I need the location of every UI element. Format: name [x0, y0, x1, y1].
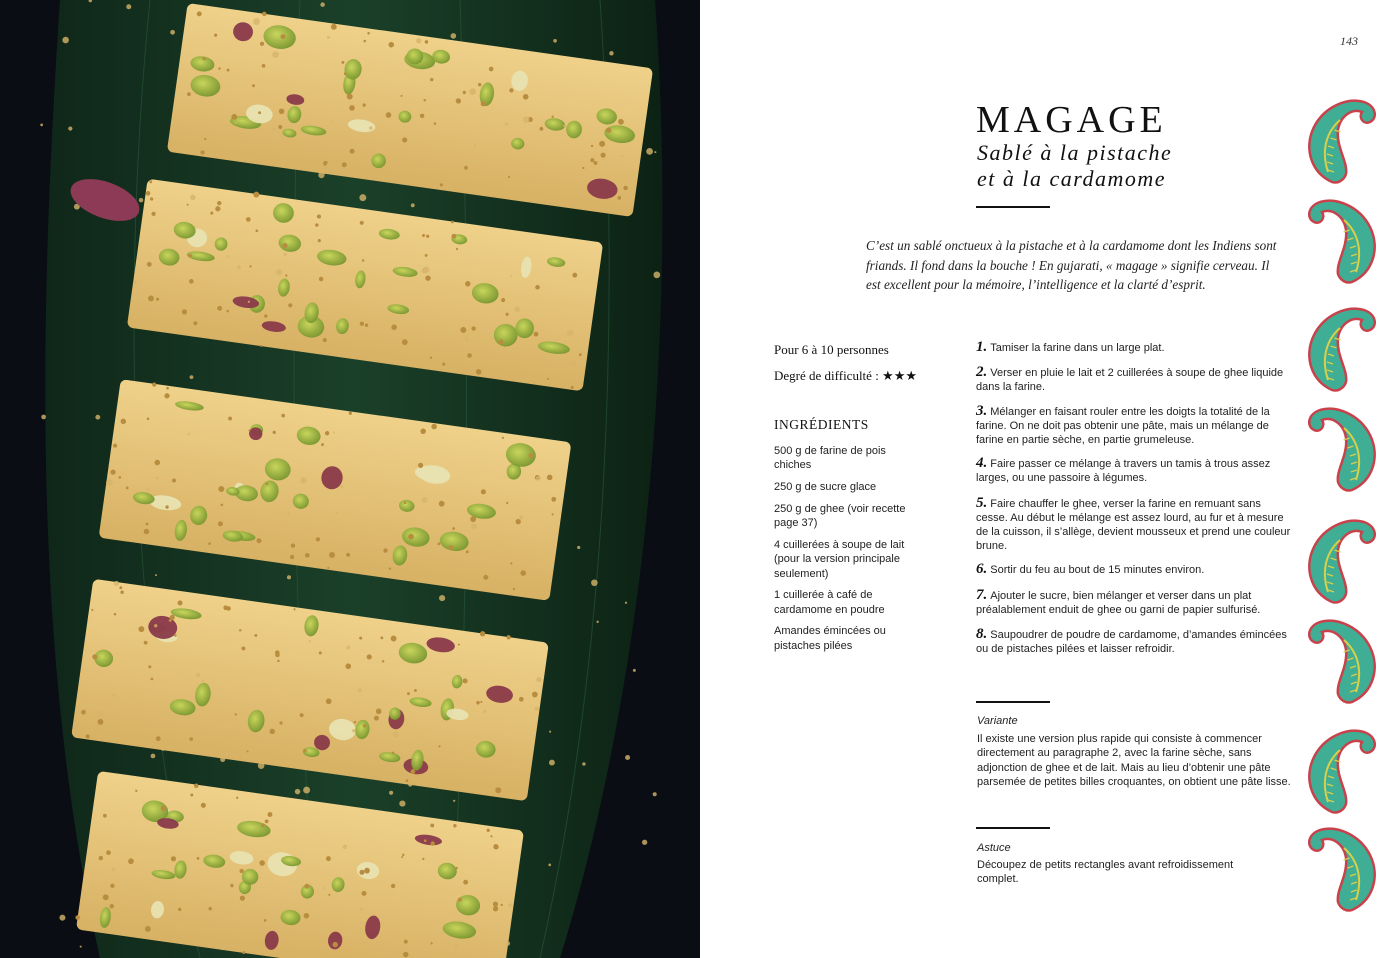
step-text: Faire chauffer le ghee, verser la farine en remuant sans cesse. Au début le mélange est assez lourd, au fur et à mesure de la cuisson, il s’allège, devient mousseux et prend une couleur brune.	[976, 497, 1291, 553]
crumb	[359, 194, 366, 201]
crumb	[389, 791, 393, 795]
crumb	[439, 595, 445, 601]
paisley-icon	[1302, 612, 1382, 707]
crumb	[549, 731, 551, 733]
crumb	[190, 375, 194, 379]
crumb	[625, 755, 630, 760]
step-item	[976, 365, 1294, 394]
step-text: Faire passer ce mélange à travers un tamis à trous assez larges, ou une passoire à légumes.	[976, 458, 1271, 485]
crumb	[467, 187, 472, 192]
crumb	[106, 479, 113, 486]
crumb	[536, 677, 541, 682]
crumb	[393, 732, 399, 738]
paisley-icon	[1302, 300, 1382, 395]
crumb	[170, 30, 175, 35]
step-item	[976, 496, 1294, 554]
page-number: 143	[1340, 34, 1358, 48]
crumb	[156, 476, 159, 479]
step-number: 7.	[976, 586, 988, 603]
ingredient-item: 250 g de ghee (voir recette page 37)	[774, 502, 906, 530]
crumb	[276, 269, 282, 275]
crumb	[146, 487, 149, 490]
crumb	[190, 195, 196, 201]
crumb	[625, 602, 627, 604]
crumb	[279, 161, 281, 163]
step-text: Sortir du feu au bout de 15 minutes environ.	[990, 564, 1205, 577]
crumb	[151, 754, 156, 759]
crumb	[80, 946, 82, 948]
crumb	[577, 546, 580, 549]
crumb	[227, 255, 229, 257]
ingredient-item: Amandes émincées ou pistaches pilées	[774, 625, 886, 652]
crumb	[346, 646, 350, 650]
step-item	[976, 404, 1294, 448]
step-text: Saupoudrer de poudre de cardamome, d’amandes émincées ou de pistaches pilées et laisser refroidir.	[976, 629, 1287, 656]
crumb	[272, 51, 278, 57]
crumb	[523, 116, 530, 123]
crumb	[139, 198, 144, 203]
crumb	[352, 729, 355, 732]
crumb	[133, 280, 137, 284]
ingredient-item: 250 g de sucre glace	[774, 481, 877, 494]
astuce-text: Découpez de petits rectangles avant refroidissement complet.	[977, 859, 1234, 886]
crumb	[258, 762, 265, 769]
crumb	[68, 126, 72, 130]
crumb	[464, 336, 469, 341]
crumb	[220, 945, 226, 951]
crumb	[422, 497, 428, 503]
ingredients-list	[774, 444, 924, 661]
crumb	[112, 693, 116, 697]
crumb	[155, 574, 157, 576]
crumb	[515, 306, 521, 312]
variante-label: Variante	[977, 715, 1018, 727]
crumb	[360, 907, 363, 910]
crumb	[571, 360, 577, 366]
step-number: 6.	[976, 561, 988, 578]
difficulty-rating: Degré de difficulté : ★★★	[774, 368, 918, 383]
crumb	[284, 253, 287, 256]
ingredient-item: 1 cuillerée à café de cardamome en poudre	[774, 589, 885, 616]
crumb	[281, 332, 285, 336]
crumb	[196, 673, 200, 677]
crumb	[486, 367, 491, 372]
recipe-subtitle	[977, 140, 1277, 192]
crumb	[248, 301, 250, 303]
step-number: 2.	[976, 364, 988, 381]
crumb	[340, 485, 343, 488]
crumb	[303, 787, 310, 794]
crumb	[320, 2, 325, 7]
crumb	[287, 512, 290, 515]
crumb	[161, 748, 164, 751]
crumb	[62, 37, 69, 44]
crumb	[591, 579, 598, 586]
crumb	[567, 330, 574, 337]
crumb	[504, 179, 506, 181]
servings: Pour 6 à 10 personnes	[774, 342, 889, 357]
ingredient-item: 500 g de farine de pois chiches	[774, 445, 886, 472]
crumb	[295, 789, 300, 794]
crumb	[408, 783, 412, 787]
paisley-icon	[1302, 722, 1382, 817]
crumb	[98, 711, 103, 716]
title-divider	[976, 206, 1050, 208]
step-text: Ajouter le sucre, bien mélanger et verser dans un plat préalablement enduit de ghee ou garni de papier sulfurisé.	[976, 589, 1261, 616]
paisley-icon	[1302, 192, 1382, 287]
crumb	[621, 155, 623, 157]
crumb	[534, 706, 538, 710]
crumb	[474, 144, 476, 146]
crumb	[187, 433, 189, 435]
astuce-label: Astuce	[977, 842, 1011, 854]
crumb	[287, 575, 291, 579]
crumb	[519, 516, 523, 520]
crumb	[536, 476, 541, 481]
crumb	[653, 272, 660, 279]
crumb	[327, 36, 330, 39]
crumb	[510, 275, 512, 277]
crumb	[253, 18, 260, 25]
crumb	[633, 669, 636, 672]
crumb	[476, 357, 479, 360]
crumb	[469, 88, 476, 95]
crumb	[563, 124, 566, 127]
variante-divider	[976, 701, 1050, 703]
crumb	[453, 800, 455, 802]
crumb	[451, 33, 457, 39]
crumb	[333, 431, 335, 433]
crumb	[59, 915, 65, 921]
crumb	[471, 523, 477, 529]
crumb	[41, 415, 46, 420]
paisley-icon	[1302, 400, 1382, 495]
step-number: 8.	[976, 626, 988, 643]
paisley-icon	[1302, 820, 1382, 915]
step-number: 4.	[976, 455, 988, 472]
crumb	[642, 840, 647, 845]
crumb	[548, 864, 551, 867]
recipe-title: MAGAGE	[976, 99, 1167, 141]
recipe-intro: C’est un sablé onctueux à la pistache et à la cardamome dont les Indiens sont friands. Il fond dans la bouche ! En gujarati, « magage » signifie cerveau. Il est excellent pour la mémoire, l’intelligence et la clarté d’esprit.	[866, 238, 1277, 292]
paisley-icon	[1302, 512, 1382, 607]
crumb	[654, 151, 656, 153]
step-item	[976, 562, 1294, 577]
crumb	[646, 148, 653, 155]
step-number: 1.	[976, 339, 988, 355]
crumb	[202, 680, 204, 682]
step-text: Tamiser la farine dans un large plat.	[990, 342, 1165, 354]
crumb	[336, 512, 339, 515]
crumb	[454, 945, 458, 949]
crumb	[112, 868, 116, 872]
ingredients-heading: INGRÉDIENTS	[774, 417, 869, 432]
subtitle-line-1: Sablé à la pistache	[977, 140, 1173, 165]
crumb	[343, 845, 348, 850]
crumb	[126, 4, 131, 9]
crumb	[358, 688, 362, 692]
crumb	[553, 39, 557, 43]
crumb	[582, 762, 585, 765]
step-item	[976, 456, 1294, 485]
crumb	[331, 121, 333, 123]
crumb	[234, 122, 236, 124]
crumb	[237, 265, 241, 269]
crumb	[483, 710, 486, 713]
variante-text: Il existe une version plus rapide qui consiste à commencer directement au paragraphe 2, avec la farine sèche, sans adjonction de ghee et de lait. Mais au lieu d’obtenir une pâte parsemée de petites billes croquantes, on obtient une pâte lisse.	[977, 733, 1291, 788]
crumb	[368, 163, 373, 168]
step-item	[976, 627, 1294, 656]
crumb	[220, 757, 225, 762]
step-item	[976, 340, 1294, 355]
paisley-icon	[1302, 92, 1382, 187]
subtitle-line-2: et à la cardamome	[977, 166, 1167, 191]
crumb	[323, 887, 325, 889]
crumb	[40, 124, 43, 127]
astuce-divider	[976, 827, 1050, 829]
step-number: 3.	[976, 402, 988, 419]
crumb	[411, 203, 415, 207]
crumb	[508, 903, 512, 907]
ingredient-item: 4 cuillerées à soupe de lait (pour la version principale seulement)	[774, 538, 905, 580]
step-number: 5.	[976, 494, 988, 511]
crumb	[505, 122, 508, 125]
crumb	[326, 163, 332, 169]
crumb	[300, 477, 306, 483]
crumb	[309, 640, 311, 642]
crumb	[399, 800, 405, 806]
crumb	[318, 172, 324, 178]
step-text: Mélanger en faisant rouler entre les doigts la totalité de la farine. On ne doit pas obtenir une pâte, mais un mélange de farine en partie sèche, en partie grumeleuse.	[976, 405, 1270, 447]
crumb	[609, 51, 613, 55]
crumb	[423, 266, 429, 272]
crumb	[114, 581, 119, 586]
crumb	[272, 127, 276, 131]
crumb	[596, 621, 598, 623]
step-item	[976, 588, 1294, 617]
steps-list	[976, 340, 1294, 666]
crumb	[506, 941, 511, 946]
crumb	[369, 126, 372, 129]
step-text: Verser en pluie le lait et 2 cuillerées à soupe de ghee liquide dans la farine.	[976, 367, 1284, 394]
crumb	[95, 415, 100, 420]
crumb	[653, 792, 657, 796]
crumb	[416, 38, 421, 43]
crumb	[549, 760, 555, 766]
crumb	[154, 624, 157, 627]
